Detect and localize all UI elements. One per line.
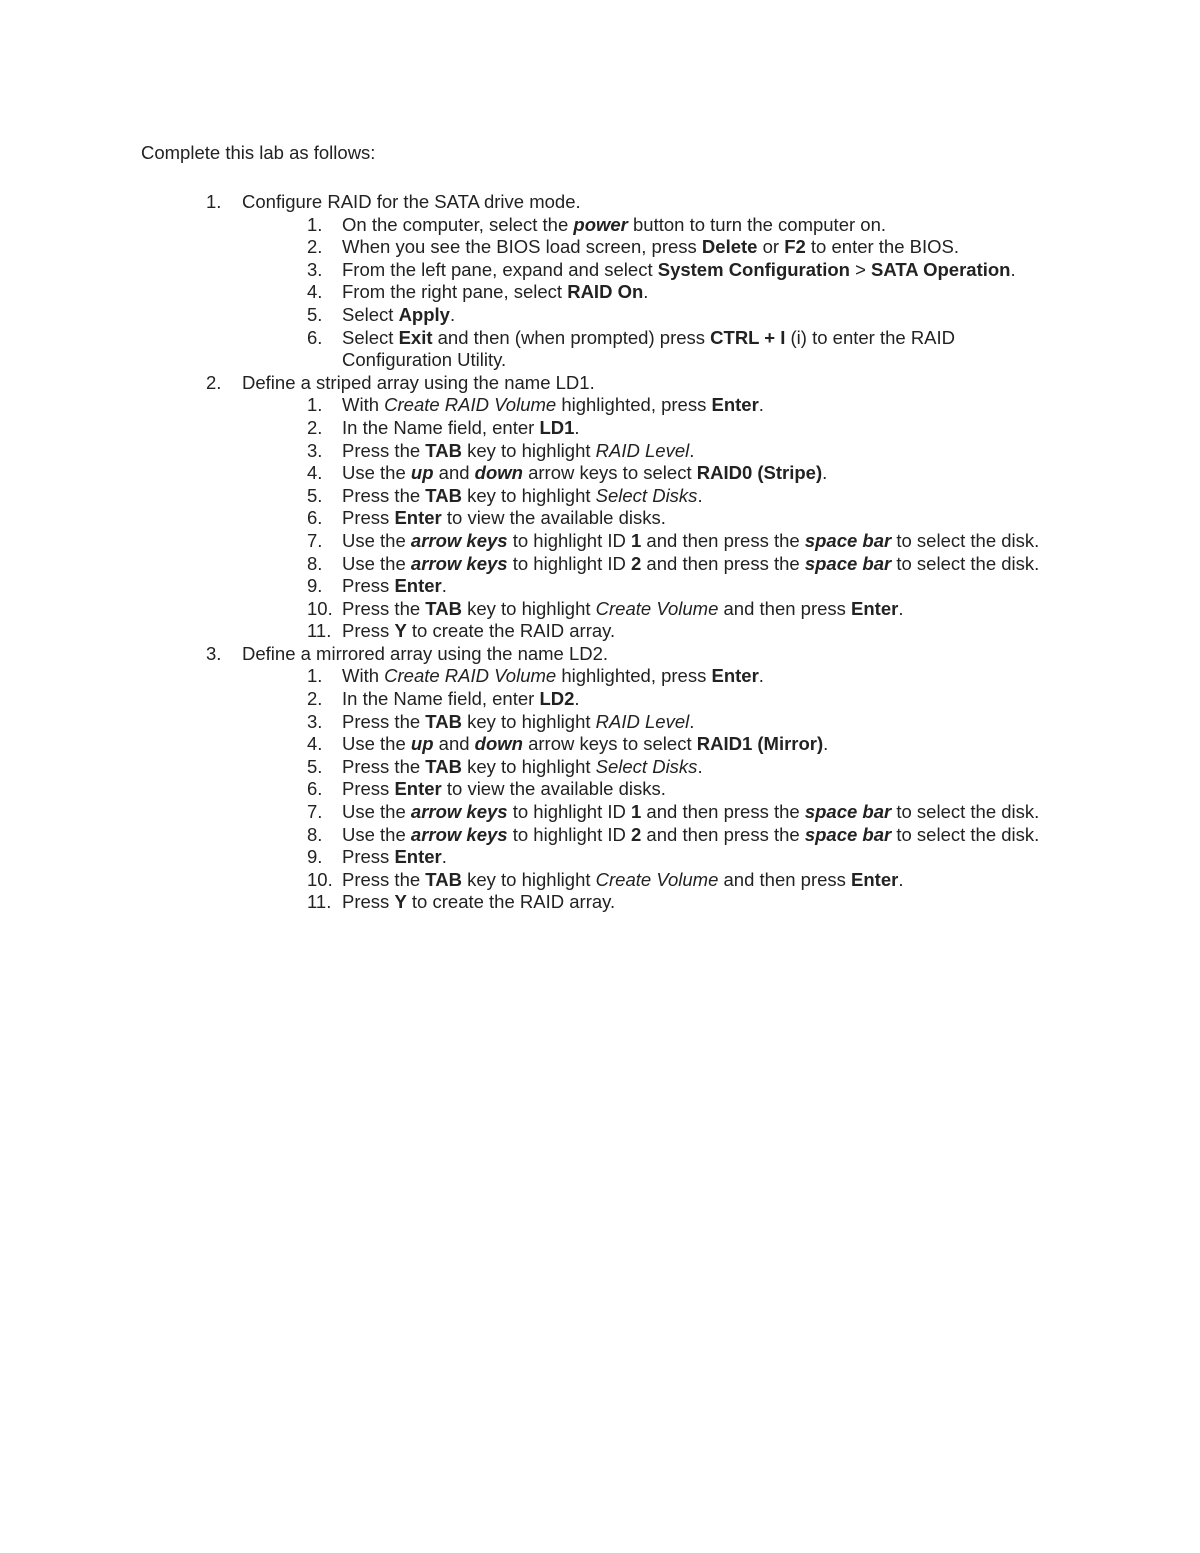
substep-text: . (441, 846, 447, 868)
substep-text: . (823, 733, 829, 755)
substep-item (0, 236, 1047, 259)
substep-item (0, 756, 1047, 779)
substep-number: 3. (307, 439, 323, 461)
substep-number: 4. (307, 281, 323, 303)
substep-text: Use the (342, 823, 411, 845)
substep-text: Press the (342, 755, 426, 777)
step-text: Configure RAID for the SATA drive mode. (242, 191, 581, 212)
bold-text: Enter (711, 394, 759, 416)
substep-item (0, 824, 1047, 847)
substep-number: 10. (307, 868, 333, 890)
substep-number: 5. (307, 755, 323, 777)
bold-italic-text: power (573, 213, 628, 235)
substep-text: to highlight ID (507, 552, 631, 574)
substep-text: to select the disk. (891, 552, 1040, 574)
substep-text: Press (342, 620, 395, 642)
substep-text: Press (342, 778, 395, 800)
substep-item (0, 485, 1047, 508)
substep-text: or (757, 236, 785, 258)
substep-text: and then press the (641, 552, 805, 574)
substep-text: to select the disk. (891, 823, 1040, 845)
substep-text: to select the disk. (891, 801, 1040, 823)
bold-italic-text: space bar (804, 552, 892, 574)
substep-text: Press (342, 891, 395, 913)
step-number: 2. (206, 371, 222, 393)
substep-text: Press the (342, 484, 426, 506)
substep-text: to enter the BIOS. (805, 236, 960, 258)
substep-text: From the right pane, select (342, 281, 568, 303)
bold-text: LD2 (539, 688, 575, 710)
substep-text: From the left pane, expand and select (342, 258, 658, 280)
substep-item (0, 711, 1047, 734)
substep-text: Press the (342, 710, 426, 732)
bold-text: 1 (631, 801, 642, 823)
substep-text: Select (342, 303, 399, 325)
italic-text: RAID Level (595, 710, 690, 732)
substep-text: Press (342, 575, 395, 597)
substep-text: to view the available disks. (441, 507, 666, 529)
step-item (0, 372, 1200, 643)
substep-text: When you see the BIOS load screen, press (342, 236, 702, 258)
substep-text: . (822, 462, 828, 484)
bold-text: RAID0 (Stripe) (696, 462, 823, 484)
substep-text: and then press the (641, 529, 805, 551)
substep-number: 7. (307, 529, 323, 551)
substep-text: to highlight ID (507, 529, 631, 551)
substep-number: 9. (307, 846, 323, 868)
step-item (0, 643, 1200, 914)
substep-number: 7. (307, 801, 323, 823)
bold-text: F2 (784, 236, 806, 258)
substep-text: key to highlight (461, 484, 596, 506)
substep-text: . (898, 597, 904, 619)
substep-text: With (342, 394, 385, 416)
bold-italic-text: space bar (804, 529, 892, 551)
substep-text: Press the (342, 597, 426, 619)
substep-text: . (574, 688, 580, 710)
bold-text: SATA Operation (871, 258, 1011, 280)
bold-text: Enter (394, 846, 442, 868)
step-line (0, 191, 1042, 214)
step-line (0, 643, 1042, 666)
substep-text: Press (342, 507, 395, 529)
substep-item (0, 598, 1047, 621)
substep-item (0, 733, 1047, 756)
substep-item (0, 801, 1047, 824)
bold-text: Enter (394, 507, 442, 529)
substep-text: Press the (342, 439, 426, 461)
substep-number: 1. (307, 394, 323, 416)
substep-number: 4. (307, 733, 323, 755)
substep-item (0, 394, 1047, 417)
substep-number: 8. (307, 552, 323, 574)
substep-number: 11. (307, 620, 332, 642)
step-number: 1. (206, 191, 222, 212)
substep-text: . (758, 394, 764, 416)
substep-item (0, 530, 1047, 553)
substep-text: key to highlight (461, 868, 596, 890)
substep-text: and then (when prompted) press (432, 326, 711, 348)
substep-text: > (849, 258, 872, 280)
substep-text: . (697, 755, 703, 777)
bold-italic-text: arrow keys (410, 801, 508, 823)
bold-italic-text: up (410, 733, 434, 755)
substep-item (0, 869, 1047, 892)
substep-text: and (433, 462, 475, 484)
intro-text: Complete this lab as follows: (141, 142, 376, 163)
substep-number: 5. (307, 303, 323, 325)
bold-text: Enter (394, 575, 442, 597)
substep-text: Use the (342, 529, 411, 551)
bold-italic-text: arrow keys (410, 552, 508, 574)
italic-text: Create RAID Volume (384, 394, 557, 416)
substeps-list (0, 665, 1200, 914)
step-item (0, 191, 1200, 372)
bold-text: System Configuration (657, 258, 850, 280)
bold-text: Enter (711, 665, 759, 687)
substep-number: 5. (307, 484, 323, 506)
substep-text: to create the RAID array. (406, 891, 616, 913)
bold-text: LD1 (539, 416, 575, 438)
substep-item (0, 846, 1047, 869)
substep-text: to highlight ID (507, 823, 631, 845)
bold-text: TAB (425, 710, 462, 732)
bold-italic-text: up (410, 462, 434, 484)
substep-text: Use the (342, 801, 411, 823)
substep-number: 3. (307, 258, 323, 280)
substep-text: to highlight ID (507, 801, 631, 823)
substep-item (0, 620, 1047, 643)
step-text: Define a mirrored array using the name LD2. (242, 642, 609, 664)
substep-item (0, 507, 1047, 530)
substeps-list (0, 394, 1200, 643)
italic-text: Create RAID Volume (384, 665, 557, 687)
substep-item (0, 327, 1047, 372)
substep-text: to select the disk. (891, 529, 1040, 551)
bold-text: TAB (425, 597, 462, 619)
italic-text: Create Volume (595, 868, 719, 890)
substep-text: Press (342, 846, 395, 868)
substep-text: In the Name field, enter (342, 688, 540, 710)
substep-text: Press the (342, 868, 426, 890)
substep-number: 3. (307, 710, 323, 732)
bold-text: TAB (425, 868, 462, 890)
substep-text: Use the (342, 462, 411, 484)
substep-item (0, 214, 1047, 237)
substep-text: . (689, 710, 695, 732)
substep-text: . (643, 281, 649, 303)
step-text: Define a striped array using the name LD1. (242, 371, 595, 393)
substep-item (0, 281, 1047, 304)
bold-text: RAID On (567, 281, 644, 303)
substep-number: 11. (307, 891, 332, 913)
substep-item (0, 417, 1047, 440)
substep-text: On the computer, select the (342, 213, 574, 235)
italic-text: Create Volume (595, 597, 719, 619)
substep-text: and then press (718, 597, 852, 619)
substep-text: With (342, 665, 385, 687)
substep-text: . (441, 575, 447, 597)
substep-number: 6. (307, 507, 323, 529)
substep-item (0, 575, 1047, 598)
bold-text: Enter (851, 868, 899, 890)
substep-text: Use the (342, 552, 411, 574)
substep-number: 9. (307, 575, 323, 597)
bold-text: CTRL + I (710, 326, 786, 348)
substep-text: and then press the (641, 823, 805, 845)
substep-text: Select (342, 326, 399, 348)
steps-list (0, 191, 1200, 914)
substep-number: 1. (307, 213, 323, 235)
substep-text: . (574, 416, 580, 438)
substep-text: (i) to enter the RAID Configuration Utility. (342, 326, 956, 371)
substep-text: arrow keys to select (522, 462, 697, 484)
substep-text: and then press (718, 868, 852, 890)
substep-text: to create the RAID array. (406, 620, 616, 642)
substep-text: to view the available disks. (441, 778, 666, 800)
bold-italic-text: down (474, 733, 523, 755)
substep-text: arrow keys to select (522, 733, 697, 755)
italic-text: RAID Level (595, 439, 690, 461)
substep-item (0, 259, 1047, 282)
substep-number: 2. (307, 416, 323, 438)
bold-text: Y (394, 891, 407, 913)
bold-italic-text: space bar (804, 801, 892, 823)
bold-text: Enter (851, 597, 899, 619)
substep-text: highlighted, press (556, 394, 712, 416)
bold-text: Exit (398, 326, 433, 348)
substep-item (0, 778, 1047, 801)
substep-text: . (898, 868, 904, 890)
bold-italic-text: down (474, 462, 523, 484)
bold-text: TAB (425, 439, 462, 461)
substep-text: . (697, 484, 703, 506)
substep-text: key to highlight (461, 710, 596, 732)
substep-text: key to highlight (461, 597, 596, 619)
italic-text: Select Disks (595, 755, 698, 777)
bold-text: RAID1 (Mirror) (696, 733, 824, 755)
substep-text: highlighted, press (556, 665, 712, 687)
substep-text: button to turn the computer on. (627, 213, 887, 235)
substep-text: . (758, 665, 764, 687)
step-line (0, 372, 1042, 395)
substep-number: 2. (307, 236, 323, 258)
bold-italic-text: arrow keys (410, 529, 508, 551)
substep-text: and (433, 733, 475, 755)
substep-item (0, 440, 1047, 463)
substep-text: In the Name field, enter (342, 416, 540, 438)
bold-text: Apply (398, 303, 450, 325)
substep-item (0, 553, 1047, 576)
substep-number: 6. (307, 326, 323, 348)
bold-text: Delete (701, 236, 758, 258)
bold-text: Enter (394, 778, 442, 800)
bold-text: 1 (631, 529, 642, 551)
bold-italic-text: space bar (804, 823, 892, 845)
substeps-list (0, 214, 1200, 372)
bold-italic-text: arrow keys (410, 823, 508, 845)
substep-item (0, 665, 1047, 688)
bold-text: TAB (425, 484, 462, 506)
substep-text: and then press the (641, 801, 805, 823)
bold-text: 2 (631, 823, 642, 845)
bold-text: Y (394, 620, 407, 642)
step-number: 3. (206, 642, 222, 664)
substep-number: 2. (307, 688, 323, 710)
substep-number: 1. (307, 665, 323, 687)
substep-number: 6. (307, 778, 323, 800)
italic-text: Select Disks (595, 484, 698, 506)
substep-item (0, 304, 1047, 327)
substep-item (0, 688, 1047, 711)
substep-item (0, 891, 1047, 914)
bold-text: TAB (425, 755, 462, 777)
substep-number: 10. (307, 597, 333, 619)
substep-text: . (689, 439, 695, 461)
substep-item (0, 462, 1047, 485)
substep-text: key to highlight (461, 439, 596, 461)
substep-text: . (1010, 258, 1016, 280)
substep-text: . (449, 303, 456, 325)
substep-number: 4. (307, 462, 323, 484)
substep-text: Use the (342, 733, 411, 755)
bold-text: 2 (631, 552, 642, 574)
substep-text: key to highlight (461, 755, 596, 777)
substep-number: 8. (307, 823, 323, 845)
